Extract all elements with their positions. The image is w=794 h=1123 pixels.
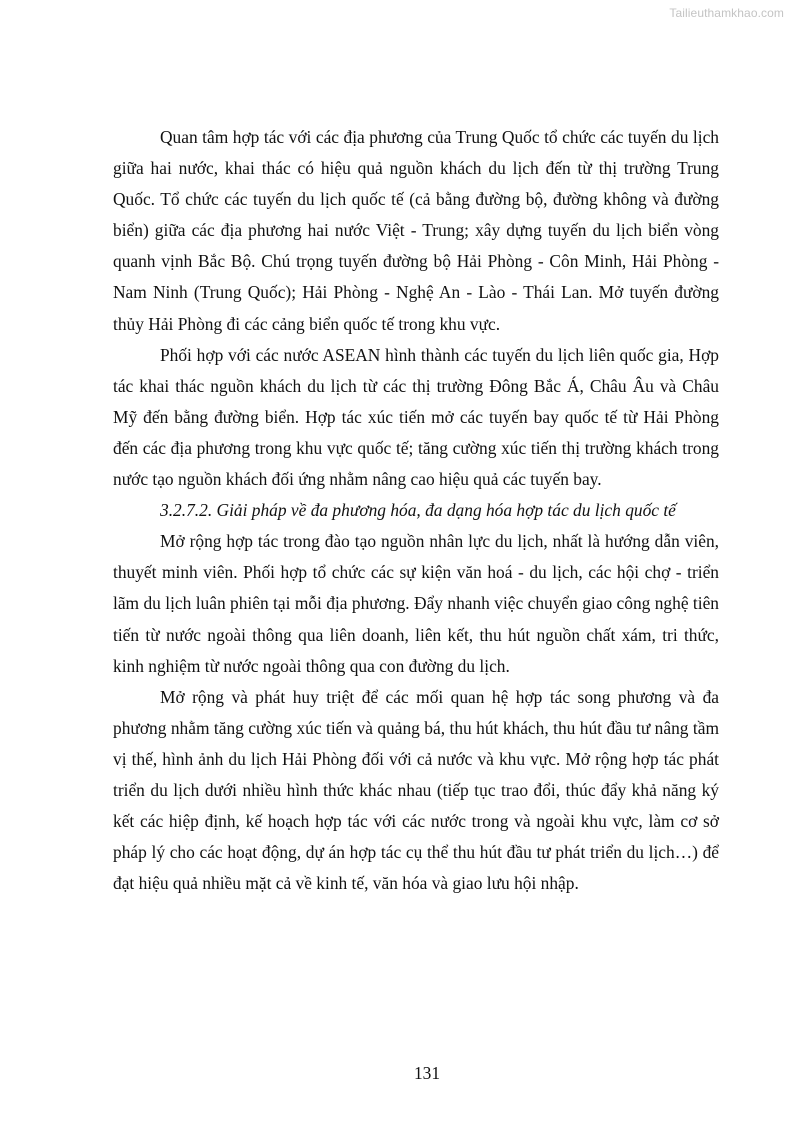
page-body: [113, 122, 719, 899]
paragraph-training-cooperation: Mở rộng hợp tác trong đào tạo nguồn nhân lực du lịch, nhất là hướng dẫn viên, thuyết minh viên. Phối hợp tổ chức các sự kiện văn hoá - du lịch, các hội chợ - triển lãm du lịch luân phiên tại mỗi địa phương. Đẩy nhanh việc chuyển giao công nghệ tiên tiến từ nước ngoài thông qua liên doanh, liên kết, thu hút nguồn chất xám, tri thức, kinh nghiệm từ nước ngoài thông qua con đường du lịch.: [113, 531, 719, 676]
page-number: 131: [413, 1063, 441, 1083]
paragraph-asean-cooperation: Phối hợp với các nước ASEAN hình thành các tuyến du lịch liên quốc gia, Hợp tác khai thác nguồn khách du lịch từ các thị trường Đông Bắc Á, Châu Âu và Châu Mỹ đến bằng đường biển. Hợp tác xúc tiến mở các tuyến bay quốc tế từ Hải Phòng đến các địa phương trong khu vực quốc tế; tăng cường xúc tiến thị trường khách trong nước tạo nguồn khách đối ứng nhằm nâng cao hiệu quả các tuyến bay.: [113, 344, 719, 490]
paragraph-china-cooperation: Quan tâm hợp tác với các địa phương của Trung Quốc tổ chức các tuyến du lịch giữa hai nước, khai thác có hiệu quả nguồn khách du lịch đến từ thị trường Trung Quốc. Tổ chức các tuyến du lịch quốc tế (cả bằng đường bộ, đường không và đường biển) giữa các địa phương hai nước Việt - Trung; xây dựng tuyến du lịch biển vòng quanh vịnh Bắc Bộ. Chú trọng tuyến đường bộ Hải Phòng - Côn Minh, Hải Phòng - Nam Ninh (Trung Quốc); Hải Phòng - Nghệ An - Lào - Thái Lan. Mở tuyến đường thủy Hải Phòng đi các cảng biển quốc tế trong khu vực.: [113, 127, 719, 334]
section-heading: 3.2.7.2. Giải pháp về đa phương hóa, đa dạng hóa hợp tác du lịch quốc tế: [160, 500, 676, 521]
paragraph-bilateral-multilateral: Mở rộng và phát huy triệt để các mối quan hệ hợp tác song phương và đa phương nhằm tăng cường xúc tiến và quảng bá, thu hút khách, thu hút đầu tư nâng tầm vị thế, hình ảnh du lịch Hải Phòng đối với cả nước và khu vực. Mở rộng hợp tác phát triển du lịch dưới nhiều hình thức khác nhau (tiếp tục trao đổi, thúc đẩy khả năng ký kết các hiệp định, kế hoạch hợp tác với các nước trong và ngoài khu vực, làm cơ sở pháp lý cho các hoạt động, dự án hợp tác cụ thể thu hút đầu tư phát triển du lịch…) để đạt hiệu quả nhiều mặt cả về kinh tế, văn hóa và giao lưu hội nhập.: [113, 686, 719, 894]
watermark: Tailieuthamkhao.com: [669, 6, 784, 20]
